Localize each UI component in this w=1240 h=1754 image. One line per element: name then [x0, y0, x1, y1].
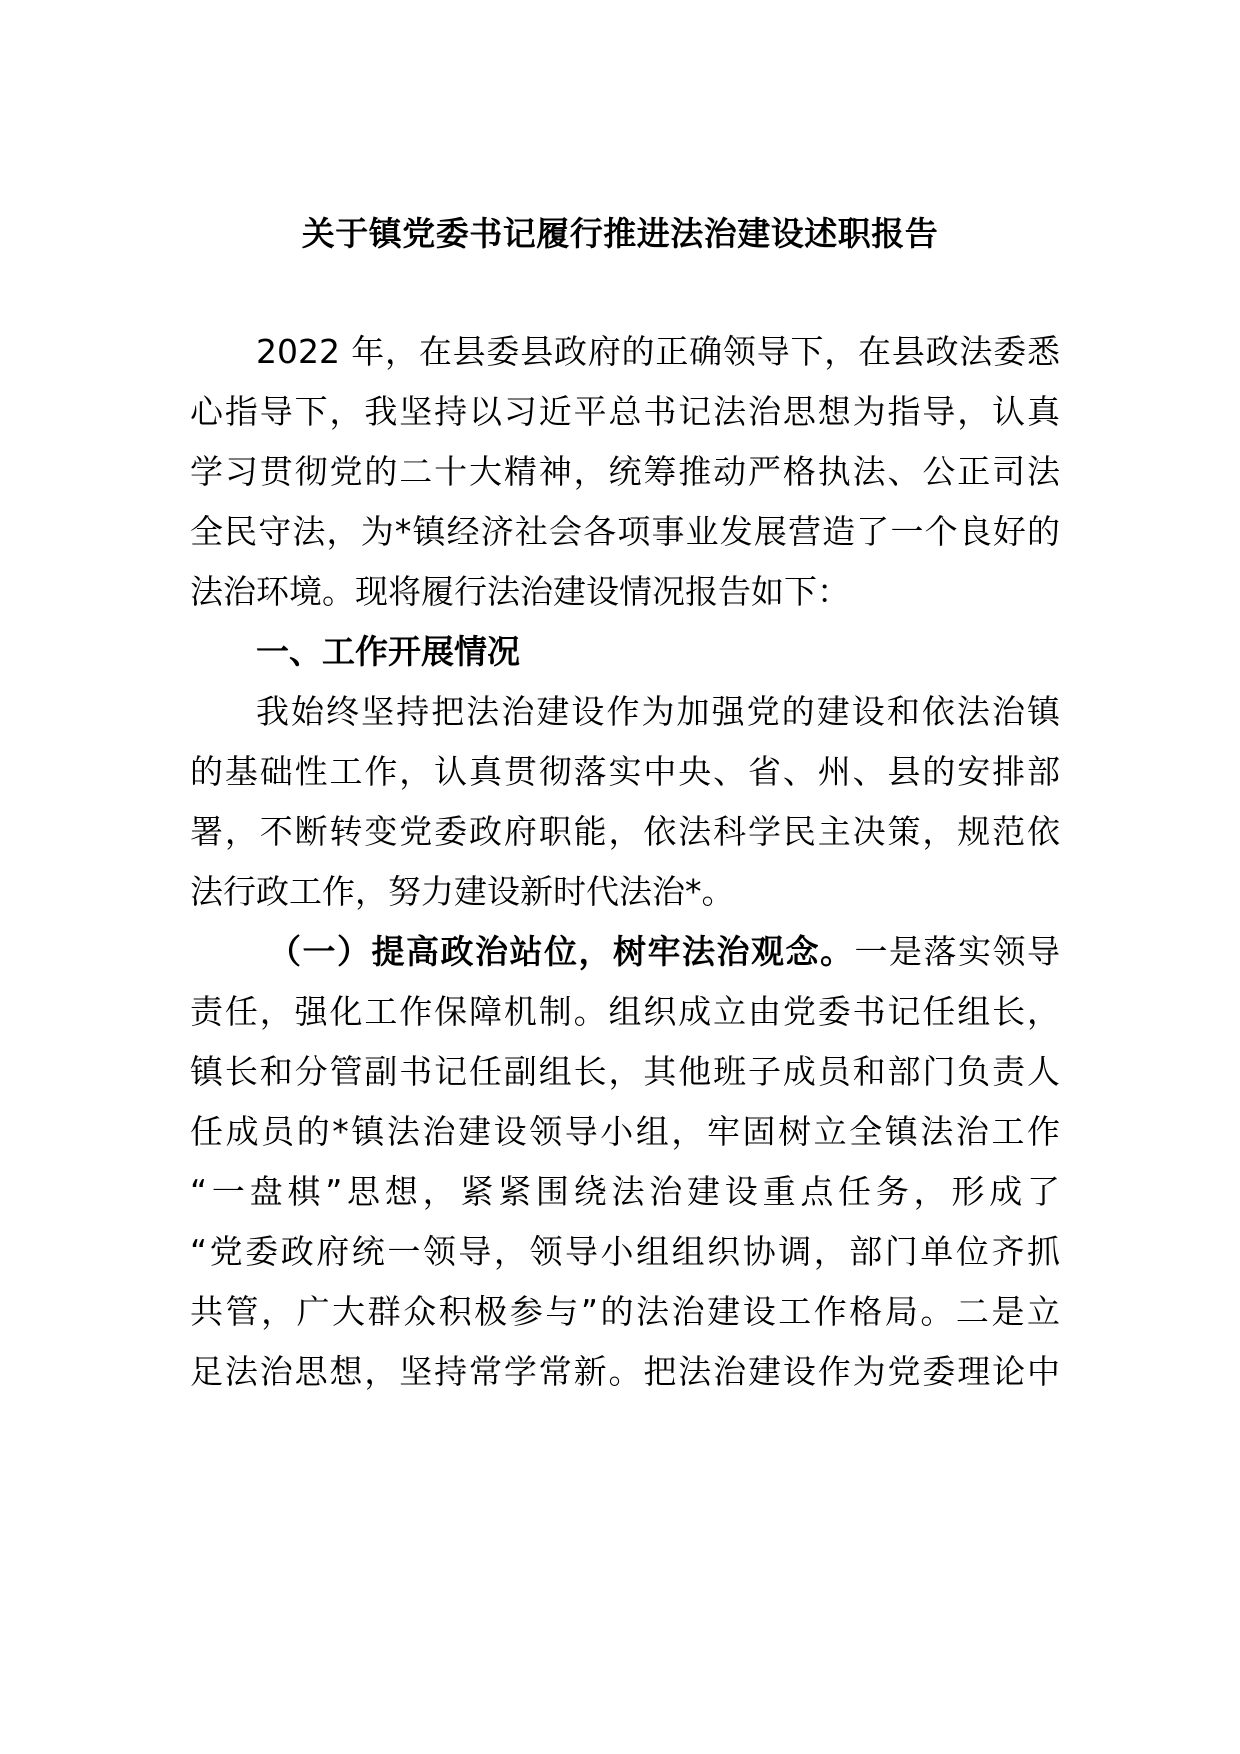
paragraph-line: 的基础性工作，认真贯彻落实中央、省、州、县的安排部: [190, 752, 1060, 791]
paragraph-line: 责任，强化工作保障机制。组织成立由党委书记任组长，: [190, 992, 1060, 1031]
paragraph-line: 我始终坚持把法治建设作为加强党的建设和依法治镇: [256, 692, 1060, 731]
paragraph-line: 全民守法，为*镇经济社会各项事业发展营造了一个良好的: [190, 512, 1060, 551]
paragraph-line: 法治环境。现将履行法治建设情况报告如下：: [190, 572, 850, 611]
paragraph-line: “党委政府统一领导，领导小组组织协调，部门单位齐抓: [190, 1232, 1060, 1271]
paragraph-line: 法行政工作，努力建设新时代法治*。: [190, 872, 735, 911]
paragraph-line: “一盘棋”思想，紧紧围绕法治建设重点任务，形成了: [190, 1172, 1060, 1211]
paragraph-line: 镇长和分管副书记任副组长，其他班子成员和部门负责人: [190, 1052, 1060, 1091]
paragraph-line: 足法治思想，坚持常学常新。把法治建设作为党委理论中: [190, 1352, 1060, 1391]
paragraph-line: 心指导下，我坚持以习近平总书记法治思想为指导，认真: [190, 392, 1060, 431]
section-heading: 一、工作开展情况: [256, 632, 520, 671]
paragraph-line: 署，不断转变党委政府职能，依法科学民主决策，规范依: [190, 812, 1060, 851]
paragraph-line: 学习贯彻党的二十大精神，统筹推动严格执法、公正司法: [190, 452, 1060, 491]
paragraph-text: 一是落实领导: [854, 932, 1060, 971]
subheading-line: [268, 922, 1060, 982]
paragraph-line: 2022 年，在县委县政府的正确领导下，在县政法委悉: [256, 332, 1060, 371]
subheading: （一）提高政治站位，树牢法治观念。: [268, 932, 855, 971]
paragraph-line: 任成员的*镇法治建设领导小组，牢固树立全镇法治工作: [190, 1112, 1060, 1151]
document-title: 关于镇党委书记履行推进法治建设述职报告: [301, 214, 939, 253]
paragraph-line: 共管，广大群众积极参与”的法治建设工作格局。二是立: [190, 1292, 1060, 1331]
